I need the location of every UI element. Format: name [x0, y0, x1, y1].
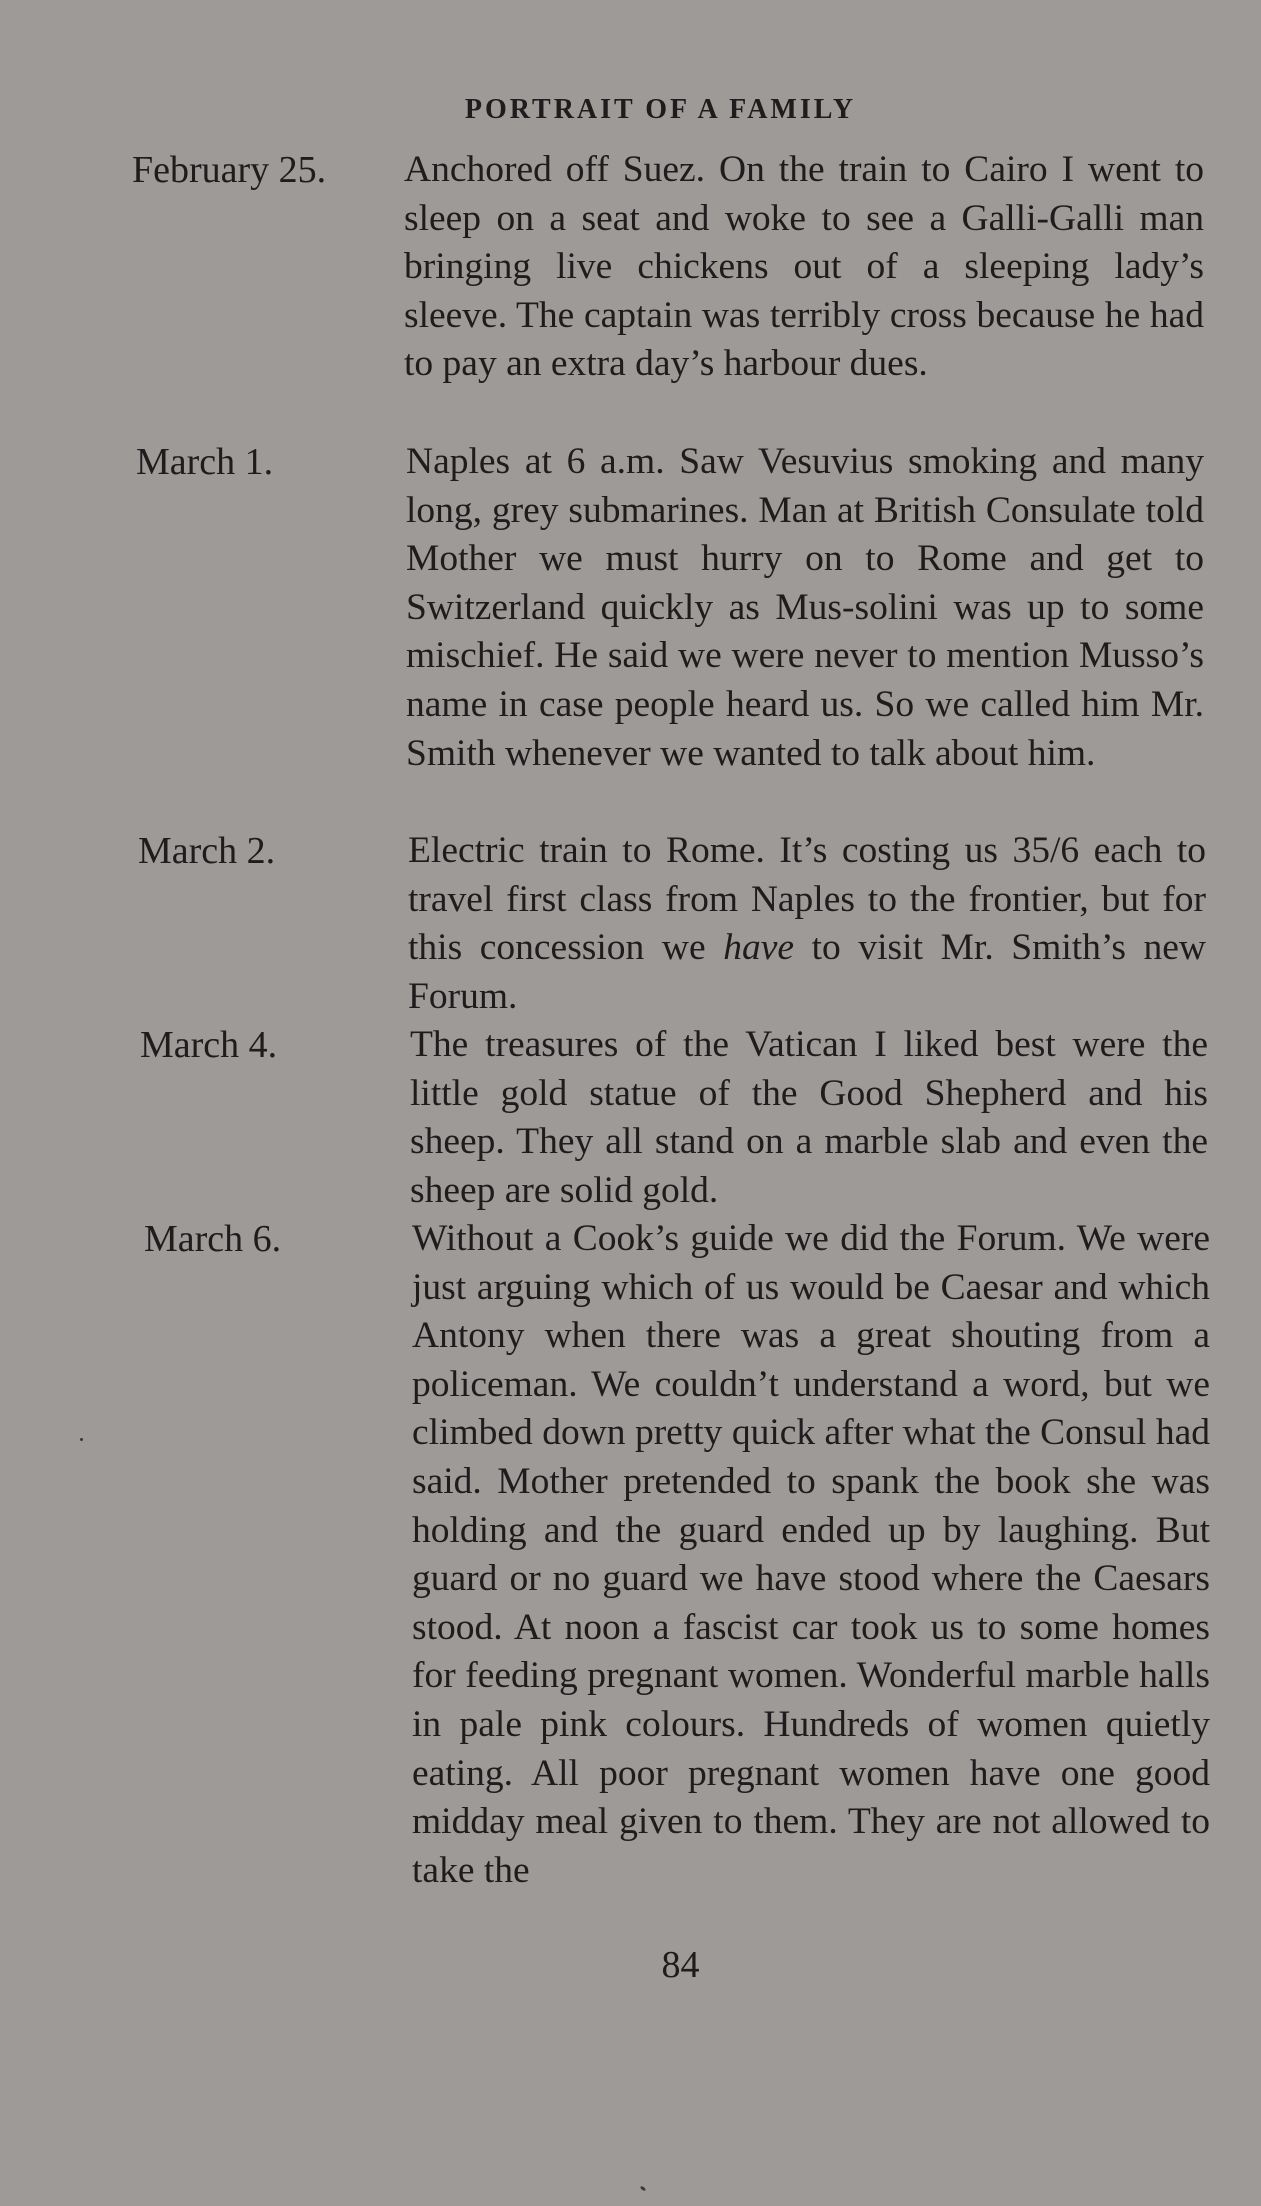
paper-speck [640, 2186, 647, 2192]
entry-text: Naples at 6 a.m. Saw Vesuvius smoking and many long, grey submarines. Man at British Consulate told Mother we must hurry on to Rome and get to Switzerland quickly as Mus-solini was up to some mischief. He said we were never to mention Musso’s name in case people heard us. So we called him Mr. Smith whenever we wanted to talk about him. [406, 441, 1204, 774]
entry-date: March 2. [138, 830, 276, 872]
entry-date: March 4. [140, 1024, 278, 1066]
entry-text-part: Electric train to Rome. It’s costing us 35/6 each to travel first class from Naples to the frontier, but for this concession we [408, 830, 1206, 969]
entry-date: March 1. [136, 441, 274, 483]
entry-text-emphasis: have [723, 927, 795, 969]
entry-date: March 6. [144, 1218, 282, 1260]
page-number: 84 [661, 1944, 700, 1986]
entry-text: Anchored off Suez. On the train to Cairo I went to sleep on a seat and woke to see a Galli-Galli man bringing live chickens out of a sleeping lady’s sleeve. The captain was terribly cross because he had to pay an extra day’s harbour dues. [404, 149, 1204, 385]
running-header: PORTRAIT OF A FAMILY [464, 94, 857, 125]
paper-speck [80, 1438, 83, 1441]
entry-text [408, 827, 1206, 1021]
entry-text-part: to visit Mr. Smith’s new Forum. [408, 927, 1206, 1017]
entry-date: February 25. [132, 149, 327, 191]
entry-text: Without a Cook’s guide we did the Forum. We were just arguing which of us would be Caesar and which Antony when there was a great shouting from a policeman. We couldn’t understand a word, but we climbed down pretty quick after what the Consul had said. Mother pretended to spank the book she was holding and the guard ended up by laughing. But guard or no guard we have stood where the Caesars stood. At noon a fascist car took us to some homes for feeding pregnant women. Wonderful marble halls in pale pink colours. Hundreds of women quietly eating. All poor pregnant women have one good midday meal given to them. They are not allowed to take the [412, 1218, 1210, 1891]
entry-text: The treasures of the Vatican I liked best were the little gold statue of the Good Shepherd and his sheep. They all stand on a marble slab and even the sheep are solid gold. [410, 1024, 1208, 1211]
